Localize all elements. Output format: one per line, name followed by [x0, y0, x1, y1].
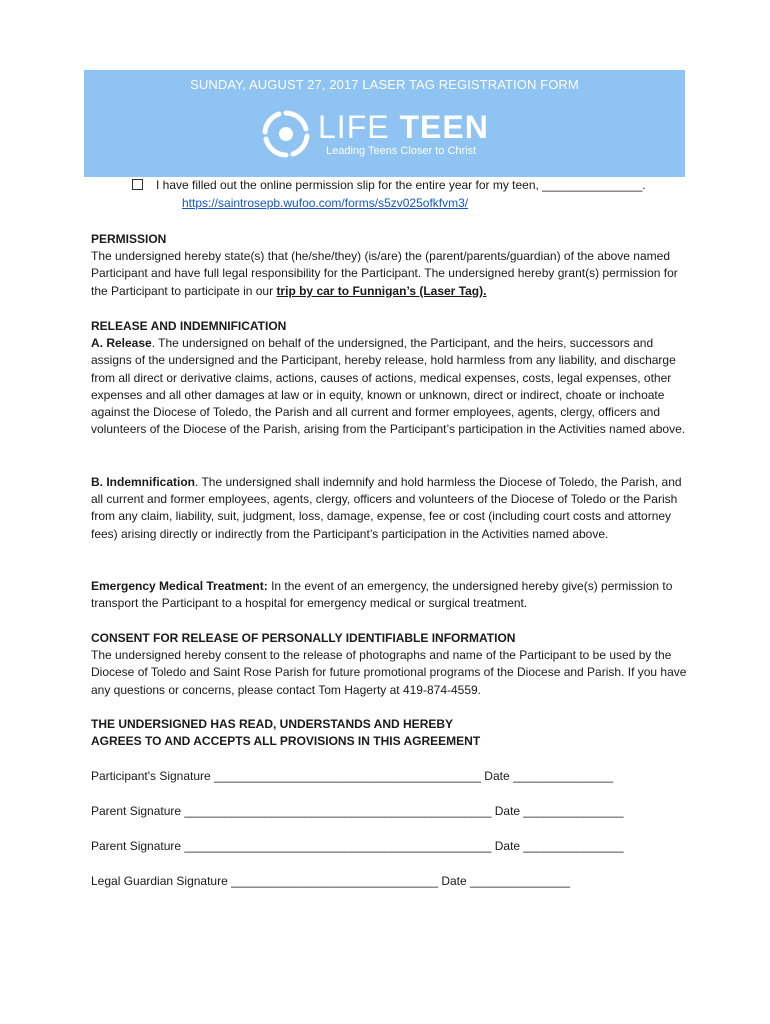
- guardian-signature-line[interactable]: Legal Guardian Signature _______________________________ Date _______________: [91, 874, 571, 888]
- permission-slip-link[interactable]: https://saintrosepb.wufoo.com/forms/s5zv025ofkfvm3/: [182, 196, 469, 210]
- indemnification-body: [91, 474, 691, 543]
- permission-text: The undersigned hereby state(s) that (he/she/they) (is/are) the (parent/parents/guardian) of the above named Participant and have full legal responsibility for the Participant. The undersigned hereby grant(s) permission for the Participant to participate in our: [91, 249, 678, 298]
- logo-wordmark-light: LIFE: [318, 109, 400, 145]
- permission-slip-line: [132, 178, 646, 192]
- agreement-line-1: THE UNDERSIGNED HAS READ, UNDERSTANDS AND HEREBY: [91, 717, 454, 731]
- agreement-line-2: AGREES TO AND ACCEPTS ALL PROVISIONS IN THIS AGREEMENT: [91, 734, 481, 749]
- release-heading: RELEASE AND INDEMNIFICATION: [91, 319, 287, 333]
- release-text: . The undersigned on behalf of the undersigned, the Participant, and the heirs, successors and assigns of the undersigned and the Participant, hereby release, hold harmless from any liability, and discharge from all direct or derivative claims, actions, causes of actions, medical expenses, costs, legal expenses, other expenses and all other damages at law or in equity, known or unknown, direct or indirect, choate or inchoate against the Diocese of Toledo, the Parish and all current and former employees, agents, clergy, officers and volunteers of the Diocese of the Parish, arising from the Participant’s participation in the Activities named above.: [91, 336, 686, 437]
- permission-slip-text: I have filled out the online permission slip for the entire year for my teen, _______________.: [156, 178, 646, 192]
- parent-signature-line-1[interactable]: Parent Signature ______________________________________________ Date _______________: [91, 804, 624, 818]
- indemnification-label: B. Indemnification: [91, 475, 196, 489]
- consent-body: The undersigned hereby consent to the release of photographs and name of the Participant to be used by the Diocese of Toledo and Saint Rose Parish for future promotional programs of the Diocese and Parish. If you have any questions or concerns, please contact Tom Hagerty at 419-874-4559.: [91, 648, 687, 697]
- emergency-text: In the event of an emergency, the undersigned hereby give(s) permission to transport the Participant to a hospital for emergency medical or surgical treatment.: [91, 579, 673, 611]
- life-teen-logo: [260, 105, 530, 165]
- consent-heading: CONSENT FOR RELEASE OF PERSONALLY IDENTIFIABLE INFORMATION: [91, 631, 516, 645]
- life-teen-emblem-icon: [260, 108, 312, 160]
- parent-signature-line-2[interactable]: Parent Signature ______________________________________________ Date _______________: [91, 839, 624, 853]
- emergency-body: [91, 578, 691, 612]
- release-label: A. Release: [91, 336, 152, 351]
- form-title: SUNDAY, AUGUST 27, 2017 LASER TAG REGISTRATION FORM: [190, 77, 579, 92]
- participant-signature-line[interactable]: Participant's Signature ________________________________________ Date _______________: [91, 769, 614, 783]
- trip-description: trip by car to Funnigan’s (Laser Tag).: [276, 283, 487, 298]
- header-banner: [84, 70, 685, 177]
- permission-slip-checkbox[interactable]: [132, 179, 143, 190]
- indemnification-text: . The undersigned shall indemnify and hold harmless the Diocese of Toledo, the Parish, and all current and former employees, agents, clergy, officers and volunteers of the Diocese of Toledo or the Parish from any claim, liability, suit, judgment, loss, damage, expense, fee or cost (including court costs and attorney fees) arising directly or indirectly from the Participant’s participation in the Activities named above.: [91, 475, 682, 541]
- logo-wordmark-bold: TEEN: [399, 109, 489, 145]
- permission-heading: PERMISSION: [91, 232, 167, 246]
- permission-body: [91, 248, 691, 300]
- indemnification-section: [91, 474, 691, 543]
- permission-section: [91, 231, 691, 300]
- logo-tagline: Leading Teens Closer to Christ: [326, 145, 477, 157]
- logo-wordmark: [318, 109, 489, 146]
- emergency-section: [91, 578, 691, 612]
- emergency-label: Emergency Medical Treatment:: [91, 579, 268, 593]
- release-section: [91, 318, 691, 438]
- release-body: [91, 335, 691, 438]
- consent-section: [91, 630, 691, 699]
- agreement-section: [91, 716, 691, 750]
